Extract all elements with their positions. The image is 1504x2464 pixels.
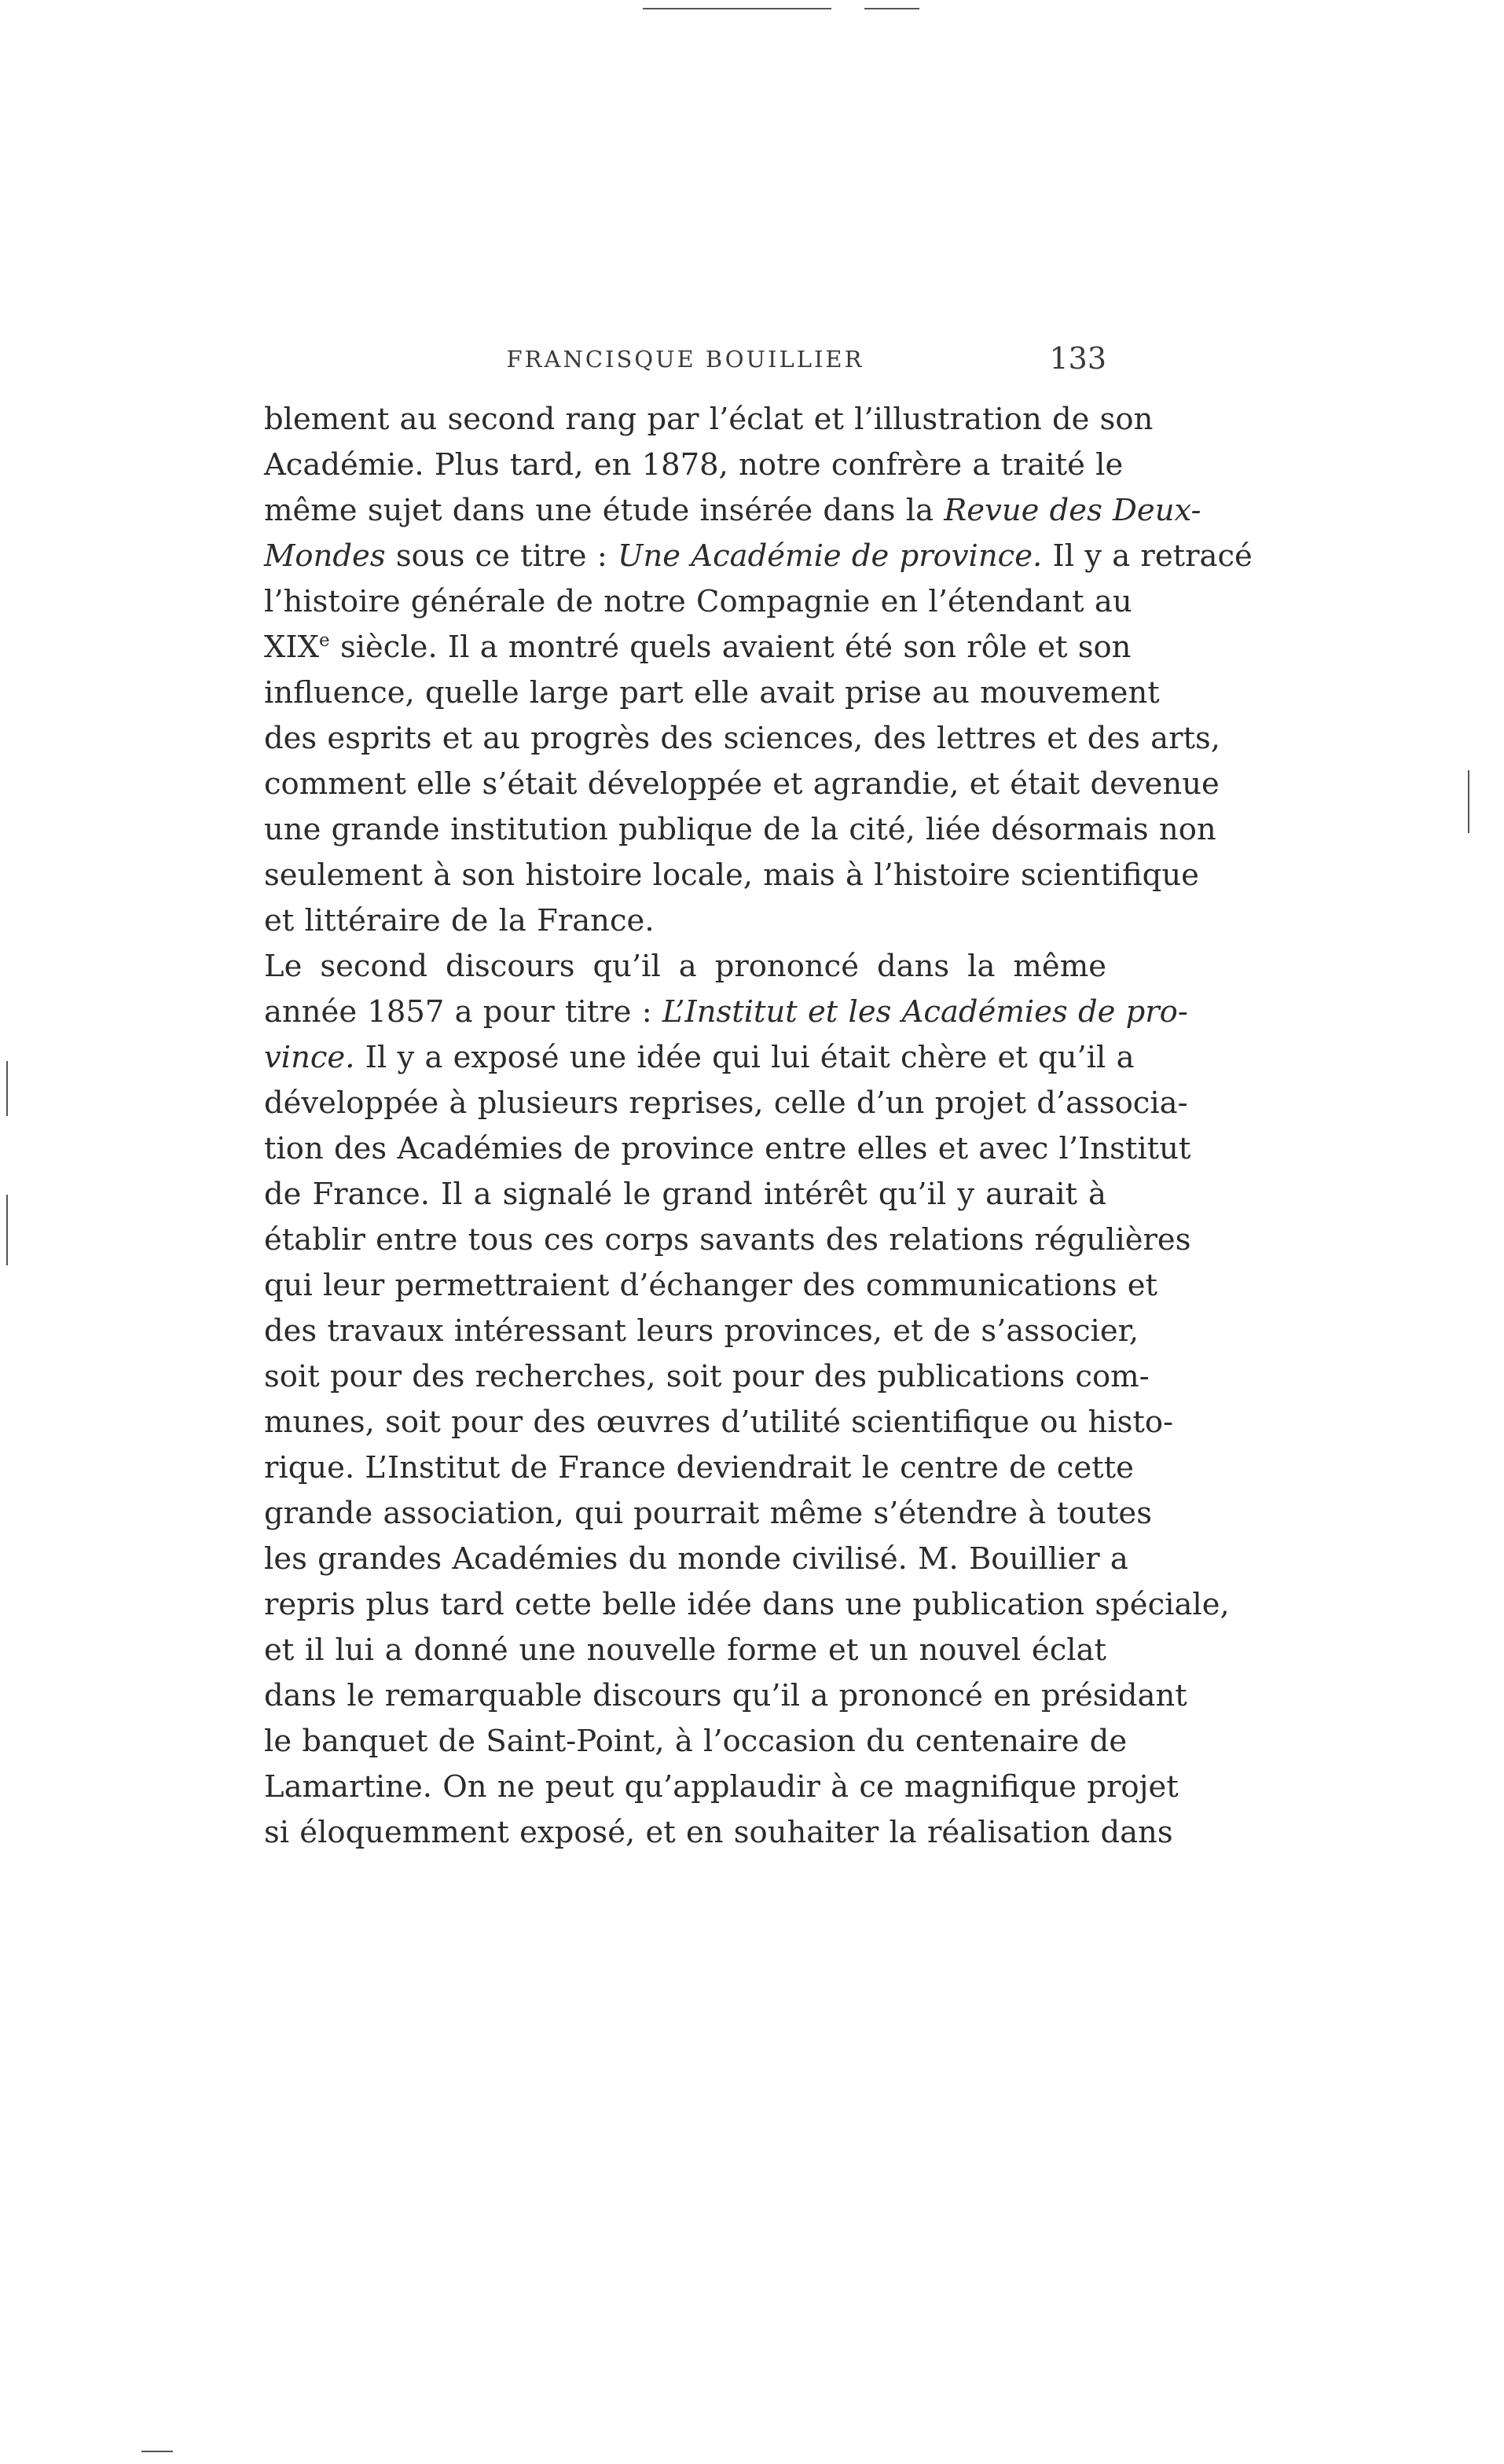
text-line [264,716,1220,762]
text-segment: blement au second rang par l’éclat et l’illustration de son [264,402,1154,437]
text-segment: rique. L’Institut de France deviendrait le centre de cette [264,1450,1134,1485]
text-line [264,1582,1230,1628]
text-segment: Lamartine. On ne peut qu’applaudir à ce magnifique projet [264,1769,1179,1805]
text-line [264,534,1253,579]
page-number: 133 [1049,341,1106,376]
text-line [264,1491,1152,1537]
text-line [264,1035,1135,1081]
text-segment: même sujet dans une étude insérée dans la [264,493,945,528]
italic-text: L’Institut et les Académies de pro- [662,994,1188,1030]
text-line [264,1673,1187,1719]
text-line [264,1172,1106,1217]
text-line [264,1217,1191,1263]
text-line [264,488,1201,534]
text-segment: Il y a retracé [1042,538,1253,574]
text-segment: comment elle s’était développée et agrandie, et était devenue [264,766,1220,802]
text-segment: Le second discours qu’il a prononcé dans la même [264,949,1106,984]
text-segment: et il lui a donné une nouvelle forme et un nouvel éclat [264,1632,1106,1668]
text-segment: établir entre tous ces corps savants des relations régulières [264,1222,1191,1258]
text-line [264,1400,1174,1445]
text-line [264,1537,1128,1582]
text-segment: influence, quelle large part elle avait prise au mouvement [264,675,1160,711]
text-line [264,898,1106,944]
text-segment: XIX [264,630,320,665]
italic-text: Une Académie de province. [618,538,1043,574]
text-segment: qui leur permettraient d’échanger des communications et [264,1268,1158,1303]
running-head [264,341,1106,388]
text-segment: année 1857 a pour titre : [264,994,662,1030]
text-line [264,990,1188,1035]
scan-mark-bottom [141,2451,173,2452]
text-line [264,625,1132,670]
text-segment: grande association, qui pourrait même s’étendre à toutes [264,1496,1152,1531]
text-segment: Académie. Plus tard, en 1878, notre confrère a traité le [264,447,1124,483]
text-line [264,1263,1158,1309]
text-line [264,1719,1128,1764]
text-segment: de France. Il a signalé le grand intérêt qu’il y aurait à [264,1177,1106,1212]
text-segment: dans le remarquable discours qu’il a prononcé en présidant [264,1678,1187,1713]
text-segment: le banquet de Saint-Point, à l’occasion du centenaire de [264,1724,1128,1759]
text-line [264,1081,1188,1126]
text-line [264,1126,1191,1172]
body-text [264,397,1253,1856]
scan-mark-right [1468,770,1469,833]
text-line [264,670,1160,716]
scan-mark-top [643,8,831,9]
text-segment: soit pour des recherches, soit pour des publications com- [264,1359,1150,1394]
text-line [264,1445,1134,1491]
text-segment: des esprits et au progrès des sciences, des lettres et des arts, [264,721,1220,756]
text-segment: seulement à son histoire locale, mais à l’histoire scientifique [264,857,1199,893]
text-segment: des travaux intéressant leurs provinces, et de s’associer, [264,1313,1139,1349]
text-line [264,944,1106,990]
text-segment: Il y a exposé une idée qui lui était chère et qu’il a [354,1040,1135,1075]
text-segment: munes, soit pour des œuvres d’utilité scientifique ou histo- [264,1405,1174,1440]
text-segment: sous ce titre : [385,538,618,574]
text-segment: siècle. Il a montré quels avaient été son rôle et son [329,630,1132,665]
scan-mark-left [6,1061,8,1116]
text-segment: si éloquemment exposé, et en souhaiter la réalisation dans [264,1815,1173,1850]
text-line [264,1309,1139,1354]
text-segment: et littéraire de la France. [264,903,655,938]
text-line [264,1628,1106,1673]
superscript: e [319,630,330,652]
text-segment: l’histoire générale de notre Compagnie en l’étendant au [264,584,1132,619]
text-segment: repris plus tard cette belle idée dans une publication spéciale, [264,1587,1230,1622]
text-segment: tion des Académies de province entre elles et avec l’Institut [264,1131,1191,1166]
text-line [264,762,1220,807]
italic-text: Revue des Deux- [944,493,1201,528]
text-line [264,1810,1173,1856]
text-segment: une grande institution publique de la cité, liée désormais non [264,812,1216,847]
text-line [264,1764,1179,1810]
text-line [264,579,1132,625]
text-line [264,1354,1150,1400]
text-segment: les grandes Académies du monde civilisé. M. Bouillier a [264,1541,1128,1577]
running-title: FRANCISQUE BOUILLIER [506,346,864,373]
scan-mark-left-lower [6,1195,8,1265]
text-line [264,442,1124,488]
scan-mark-top-right [864,8,919,9]
italic-text: vince. [264,1040,355,1075]
text-line [264,807,1216,853]
italic-text: Mondes [264,538,386,574]
text-segment: développée à plusieurs reprises, celle d’un projet d’associa- [264,1085,1188,1121]
text-line [264,397,1154,442]
text-line [264,853,1199,898]
